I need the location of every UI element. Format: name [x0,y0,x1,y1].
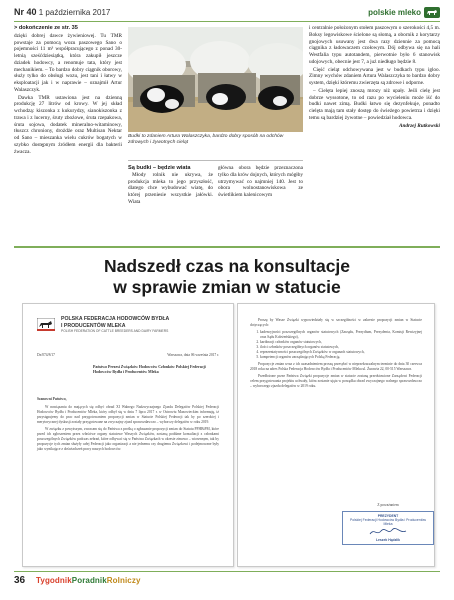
page-header [14,7,440,21]
letterhead [37,316,169,334]
paragraph: i centralnie położonym stołem paszowym o szerokości 4,5 m. Boksy legowiskowe ścielone są słomą, a obornik z korytarzy gnojowych usuwany jest dwa razy dziennie za pomocą ciągnika z ładowaczem czołowym. Dój odbywa się na hali Westfalia typu autotandem, pierwotnie było 6 stanowisk udojowych, obecnie jest 7, a już niedługo będzie 8. [309,25,440,65]
paragraph: Dawka TMR ustawiona jest na dzienną produkcję 27 litrów od krowy. W jej skład wchodzą: kiszonka z kukurydzy, sianokiszonka z trawa i z lucerny, śruty zbożowe, śruta rzepakowa, śruta sojowa, dodatek mineralno-witaminowy, tłuszcz chroniony, drożdże oraz Multisan Nektar od Sano – mieszanka wielu cukrów bogatych w szybko dostępnym źródłem energii dla bakterii żwacza. [14,94,122,155]
page-number: 36 [14,575,26,586]
issue-number: Nr 40 [14,7,37,17]
list-item: 2. kardinacji członków organów statutowych, [260,340,422,345]
letter-paragraph: Proszę by Wasze Związki wypowiedziały się w szczególności w zakresie propozycji zmian w Statucie dotyczących: [250,318,422,327]
photo-caption: Budki to zdaniem Artura Walaszczyka, bardzo dobry sposób na odchów zdrowych i żywotnych cieląt [128,134,284,145]
article-column-2 [128,165,213,207]
article-column-1 [14,25,122,156]
president-stamp [342,511,434,545]
letter-paragraph: W nawiązaniu do mających się odbyć obrad XI Walnego Nadzwyczajnego Zjazdu Delegatów Polskiej Federacji Hodowców Bydła i Producentów Mleka, który odbył się w dniu 7 lipca 2017 r. w Ostrowiu Mazowieckim informuję, iż przystępujemy do prac nad przygotowaniem propozycji zmian w Statucie Polskiej Federacji tak by po szerokiej i merytorycznej dyskusji zostały przygotowane na zwyczajny zjazd sprawozdawczo – wyborczy delegatów w roku 2019. [37,405,219,424]
list-item: 5. kompetencji organów zarządzających Polską Federacją. [260,355,422,360]
signature-block [342,503,434,545]
publication-brand [36,576,141,585]
organization-name-2: I PRODUCENTÓW MLEKA [61,322,126,329]
issue-info [14,7,110,17]
article-column-4 [309,25,440,129]
letter-body [37,405,219,454]
letter-paragraph: Przedłożone przez Państwa Związki propozycje zmian w statucie zostaną przedstawione Zarządowi Federacji celem przygotowania projektu uchwały, która zostanie ujęta w porządku obrad zwyczajnego walnego sprawozdawczo – wyborczego zjazdu delegatów w 2019 roku. [250,374,422,388]
letter-date: Warszawa, dnia 06 września 2017 r. [167,353,219,357]
footer-rule [14,571,440,572]
organization-name: POLSKA FEDERACJA HODOWCÓW BYDŁA [61,316,170,322]
federation-logo-icon [37,318,55,331]
brand-part-2: Poradnik [71,576,107,585]
letter-paragraph: Propozycje zmian wraz z ich uzasadnieniem proszę przesyłać w nieprzekraczalnym terminie do dnia 30 czerwca 2018 roku na adres Polska Federacja Hodowców Bydła i Producentów Mleka ul. Żurawia 22, 00-515 Warszawa. [250,362,422,371]
paragraph: główna obora będzie przeznaczona tylko dla krów dojnych, których mógłby utrzymywać co najmniej 140. Jest to obora wolnostanowiskowa ze świetlikiem kalenicowym [218,165,303,198]
header-rule [14,21,440,22]
list-item: 1. kadencyjności poszczególnych organów statutowych (Zarządu, Prezydium, Prezydenta, Komisji Rewizyjnej oraz Sądu Koleżeńskiego), [260,330,422,340]
handwritten-signature [368,527,408,537]
stamp-title: PREZYDENT [377,514,399,518]
article-photo [128,27,303,132]
continued-note: > dokończenie ze str. 35 [14,25,78,31]
letter-page-2 [237,303,435,567]
closing-line: Z poważaniem [377,503,399,507]
article-column-3 [218,165,303,200]
section-rule [14,246,440,248]
letter-reference: Dz/074/8/17 [37,353,55,357]
brand-label: polskie mleko [368,8,421,17]
letter-greeting: Szanowni Państwo, [37,397,67,401]
article-headline [14,256,440,298]
caption-rule [128,160,303,161]
calves-photo [128,27,303,132]
headline-line-1: Nadszedł czas na konsultacje [103,256,351,276]
section-brand [368,7,440,18]
page-footer [14,573,440,587]
list-item: 4. reprezentatywności poszczególnych Związków w organach statutowych, [260,350,422,355]
article-author: Andrzej Rutkowski [399,122,440,129]
article-subhead: Są budki – będzie wiata [128,165,191,171]
letter-page-1 [22,303,234,567]
brand-part-3: Rolniczy [106,576,141,585]
signer-name: Leszek Hądzlik [375,537,401,542]
letter-addressee: Państwo Prezesi Związków Hodowców Członków Polskiej Federacji Hodowców Bydła i Producentów Mleka [93,365,206,374]
headline-line-2: w sprawie zmian w statucie [113,277,341,297]
paragraph: Cięść cieląt odchowywana jest w budkach typu igloo. Zimny wychów zdaniem Artura Walaszczyka to bardzo dobry system, dzięki któremu zwierzęta są zdrowe i odporne. [309,66,440,86]
organization-block [61,316,169,334]
paragraph: dzięki dobrej dawce żywieniowej. Tu TMR powstaje za pomocą wozu paszowego Sano o pojemności 11 m³ współpracującego z ponad 30-letnią sześćdziesiątką, która zakupił jeszcze dziadek hodowcy, a renomuje tata, który jest mechanikiem. – To bardzo dobry ciągnik oborowy, służy tylko do obsługi wozu, jest tani i łatwy w eksploatacji jak i w naprawie – oznajmił Artur Walaszczyk. [14,32,122,93]
paragraph: Młody rolnik nie ukrywa, że produkcja mleka to jego przyszłość, dlatego chce wybudować wiatę, do której przeniesie wszystkie jałówki. Wiata [128,171,213,205]
list-item: 3. ilości członków poszczególnych organów statutowych, [260,345,422,350]
stamp-organization: Polskiej Federacji Hodowców Bydła i Producentów Mleka [350,518,426,527]
proposal-list [250,330,422,360]
paragraph: – Cielęta lepiej znoszą mrozy niż upały. Jeśli cielę jest dobrze wyssotone, to od razu po wycieleniu może iść do budki nawet zimą. Budki łatwo się dezynfekuje, ponadto cielęta mają tam stały dostęp do świeżego powietrza i dzięki temu są bardziej żywotne – powiedział hodowca. [309,87,440,121]
issue-date: 1 października 2017 [38,8,111,17]
cow-icon [424,7,440,18]
letter-paragraph: W związku z powyższym, zwracam się do Państwa z prośbą o zgłaszanie propozycji zmian do Statutu PFHBiPM, które przed ich zgłoszeniem przez właściwe organy statutowe Waszych Związków, zostaną poddane konsultacji z członkami poszczególnych Związków podczas zebrań, które odbywać się w Państwa Związkach w okresie zimowo – wiosennym, tak by propozycje tych zmian służyły całej Federacji jako organizacji a nie jednemu czy drugiemu Związkowi i podejmowane były jako wynikające z doświadczeń pracy naszych hodowców. [37,427,219,451]
organization-english: POLISH FEDERATION OF CATTLE BREEDERS AND DAIRY FARMERS [61,329,169,333]
letter-body-2 [250,318,422,391]
brand-part-1: Tygodnik [36,576,72,585]
